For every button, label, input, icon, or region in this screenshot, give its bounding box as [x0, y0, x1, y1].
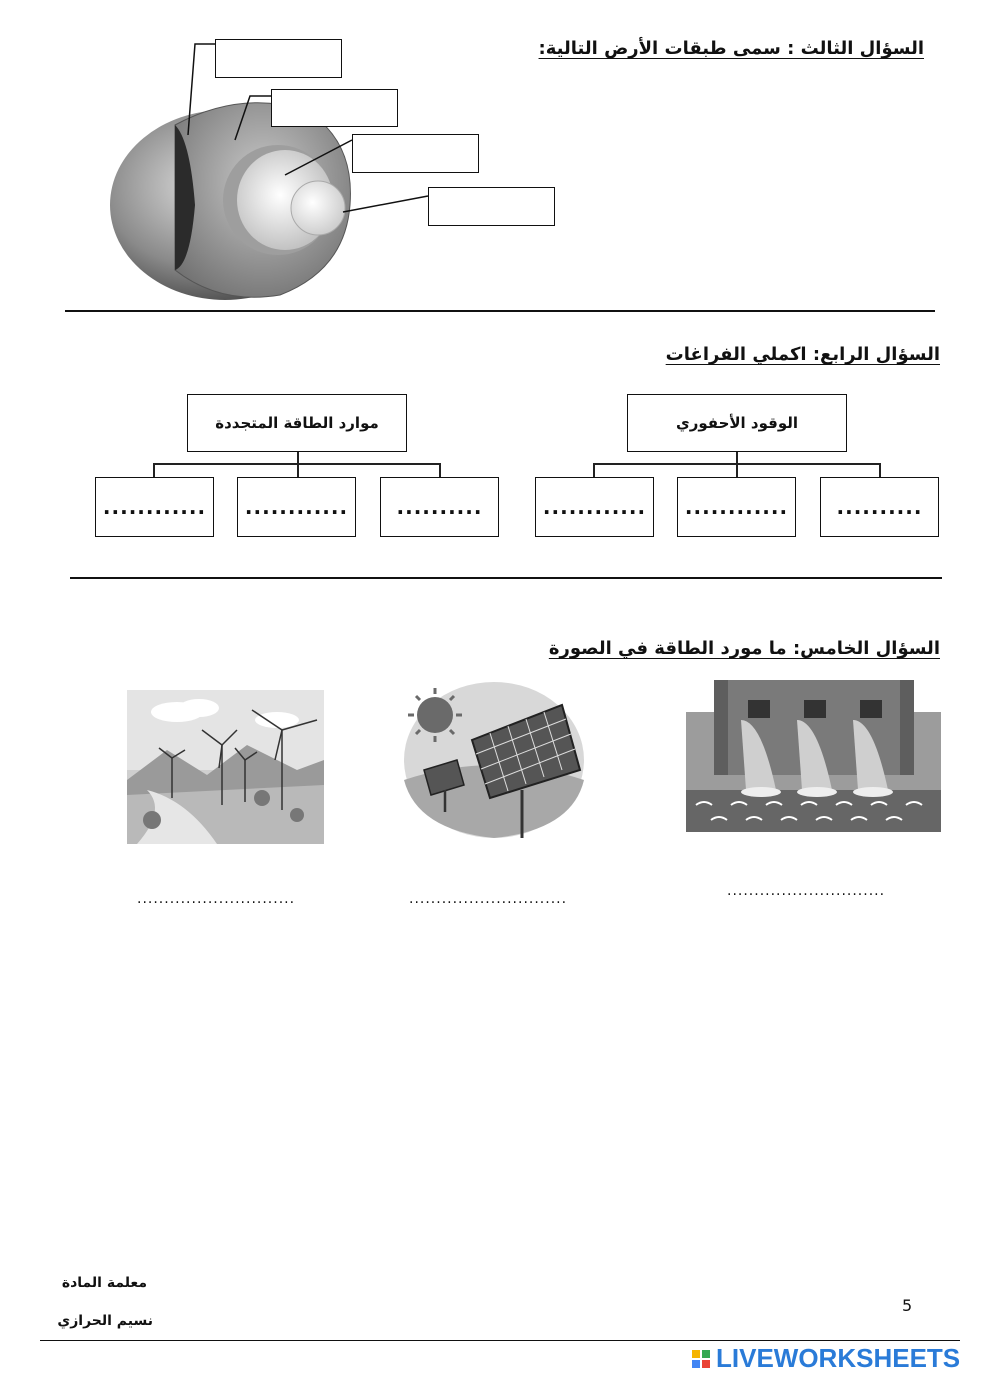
divider-2 — [70, 577, 942, 579]
inner-core-shape — [291, 181, 345, 235]
logo-square-1 — [692, 1350, 700, 1358]
logo-square-3 — [692, 1360, 700, 1368]
solar-answer-line[interactable]: ............................. — [409, 891, 568, 907]
wind-answer-line[interactable]: ............................. — [137, 891, 296, 907]
wind-turbines-image — [127, 690, 324, 844]
brand-name: LIVEWORKSHEETS — [716, 1343, 961, 1373]
logo-square-2 — [702, 1350, 710, 1358]
renewable-blank-3[interactable]: .......... — [380, 477, 499, 537]
dam-image — [686, 680, 941, 832]
fossil-blank-1[interactable]: ............ — [535, 477, 654, 537]
solar-panels-image — [402, 680, 587, 840]
fossil-blank-2[interactable]: ............ — [677, 477, 796, 537]
divider-1 — [65, 310, 935, 312]
q4-title: السؤال الرابع: اكملي الفراغات — [665, 344, 940, 365]
layer-answer-box-4[interactable] — [428, 187, 555, 226]
page-number: 5 — [902, 1296, 913, 1315]
teacher-label: معلمة المادة — [61, 1275, 147, 1291]
renewable-blank-2[interactable]: ............ — [237, 477, 356, 537]
layer-answer-box-2[interactable] — [271, 89, 398, 127]
fossil-root-box: الوقود الأحفوري — [627, 394, 847, 452]
dam-answer-line[interactable]: ............................. — [727, 883, 886, 899]
layer-answer-box-1[interactable] — [215, 39, 342, 78]
q3-title: السؤال الثالث : سمى طبقات الأرض التالية: — [538, 38, 924, 59]
layer-answer-box-3[interactable] — [352, 134, 479, 173]
teacher-name: نسيم الحرازي — [57, 1313, 153, 1329]
liveworksheets-logo — [692, 1343, 960, 1374]
footer-divider — [40, 1340, 960, 1341]
q5-title: السؤال الخامس: ما مورد الطاقة في الصورة — [548, 638, 940, 659]
renewable-root-box: موارد الطاقة المتجددة — [187, 394, 407, 452]
logo-square-4 — [702, 1360, 710, 1368]
renewable-blank-1[interactable]: ............ — [95, 477, 214, 537]
fossil-blank-3[interactable]: .......... — [820, 477, 939, 537]
logo-grid-icon — [692, 1350, 710, 1368]
